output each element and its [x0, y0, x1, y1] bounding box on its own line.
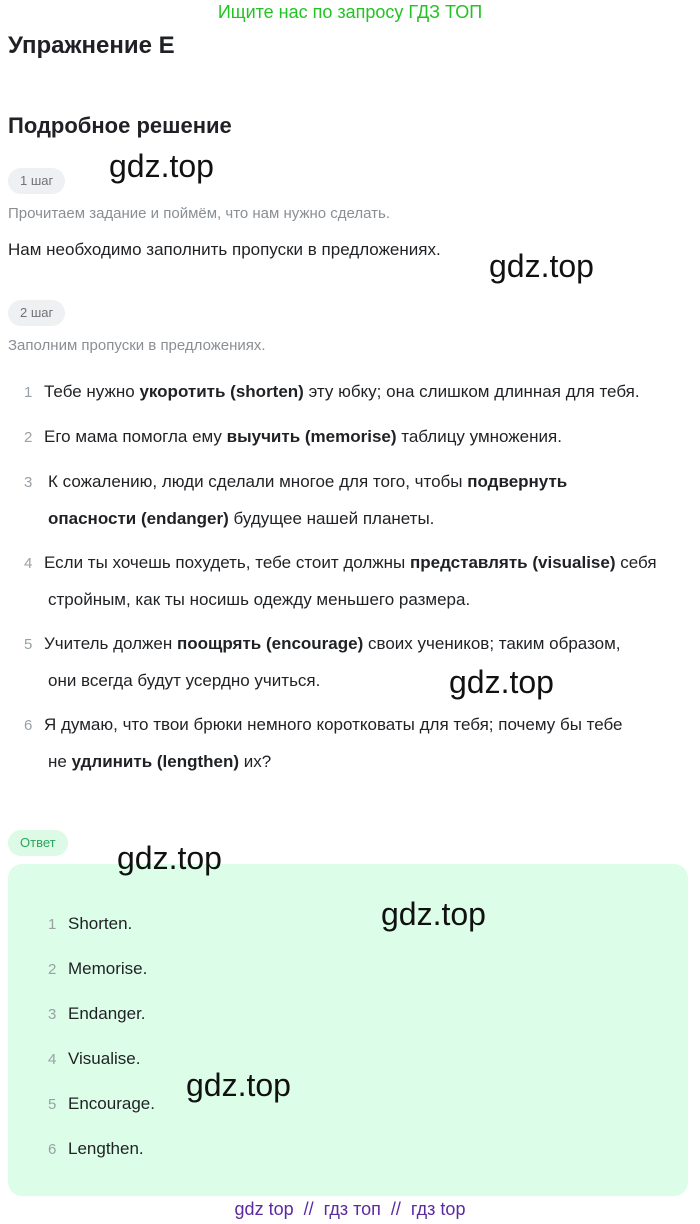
watermark: gdz.top — [117, 840, 222, 876]
answer-term: подвернуть — [467, 472, 568, 491]
answer-term: укоротить (shorten) — [139, 382, 304, 401]
list-item-number: 1 — [24, 384, 33, 401]
step-1-text: Нам необходимо заполнить пропуски в предложениях. — [8, 240, 441, 259]
answer-item-number: 4 — [48, 1051, 57, 1068]
step-1-hint: Прочитаем задание и поймём, что нам нужно сделать. — [8, 205, 391, 222]
watermark: gdz.top — [109, 148, 214, 184]
list-item-number: 2 — [24, 429, 33, 446]
answer-item-number: 2 — [48, 961, 57, 978]
list-item: Учитель должен поощрять (encourage) своих учеников; таким образом, — [44, 634, 621, 653]
list-item-number: 4 — [24, 555, 33, 572]
answer-badge: Ответ — [8, 830, 68, 856]
step-1-badge: 1 шаг — [8, 168, 65, 194]
step-2-hint: Заполним пропуски в предложениях. — [8, 337, 266, 354]
answer-item: Lengthen. — [68, 1139, 144, 1158]
list-item: Его мама помогла ему выучить (memorise) таблицу умножения. — [44, 427, 562, 446]
answer-term: представлять (visualise) — [410, 553, 616, 572]
list-item-number: 3 — [24, 474, 33, 491]
answer-item: Memorise. — [68, 959, 148, 978]
answer-item-number: 5 — [48, 1096, 57, 1113]
list-item: Тебе нужно укоротить (shorten) эту юбку; она слишком длинная для тебя. — [44, 382, 640, 401]
answer-item: Shorten. — [68, 914, 133, 933]
list-item-continuation: опасности (endanger) будущее нашей планеты. — [48, 509, 435, 528]
list-item: К сожалению, люди сделали многое для того, чтобы подвернуть — [48, 472, 568, 491]
list-item: Я думаю, что твои брюки немного коротковаты для тебя; почему бы тебе — [44, 715, 623, 734]
answer-item: Encourage. — [68, 1094, 155, 1113]
answer-term: выучить (memorise) — [226, 427, 397, 446]
watermark: gdz.top — [449, 664, 554, 700]
answer-item: Endanger. — [68, 1004, 146, 1023]
footer-links: gdz top // гдз топ // гдз top — [234, 1199, 466, 1219]
answer-item-number: 3 — [48, 1006, 57, 1023]
list-item: Если ты хочешь похудеть, тебе стоит должны представлять (visualise) себя — [44, 553, 657, 572]
search-banner: Ищите нас по запросу ГДЗ ТОП — [217, 2, 483, 22]
step-2-badge: 2 шаг — [8, 300, 65, 326]
list-item-continuation: не удлинить (lengthen) их? — [48, 752, 272, 771]
list-item-continuation: стройным, как ты носишь одежду меньшего размера. — [48, 590, 471, 609]
watermark: gdz.top — [381, 896, 486, 932]
list-item-continuation: они всегда будут усердно учиться. — [48, 671, 321, 690]
section-title: Подробное решение — [8, 113, 232, 138]
answer-term: опасности (endanger) — [48, 509, 229, 528]
list-item-number: 6 — [24, 717, 33, 734]
answer-item: Visualise. — [68, 1049, 141, 1068]
answer-term: удлинить (lengthen) — [71, 752, 240, 771]
answer-term: поощрять (encourage) — [177, 634, 364, 653]
answer-item-number: 1 — [48, 916, 57, 933]
watermark: gdz.top — [489, 248, 594, 284]
page-title: Упражнение E — [8, 32, 175, 59]
answer-item-number: 6 — [48, 1141, 57, 1158]
watermark: gdz.top — [186, 1067, 291, 1103]
list-item-number: 5 — [24, 636, 33, 653]
